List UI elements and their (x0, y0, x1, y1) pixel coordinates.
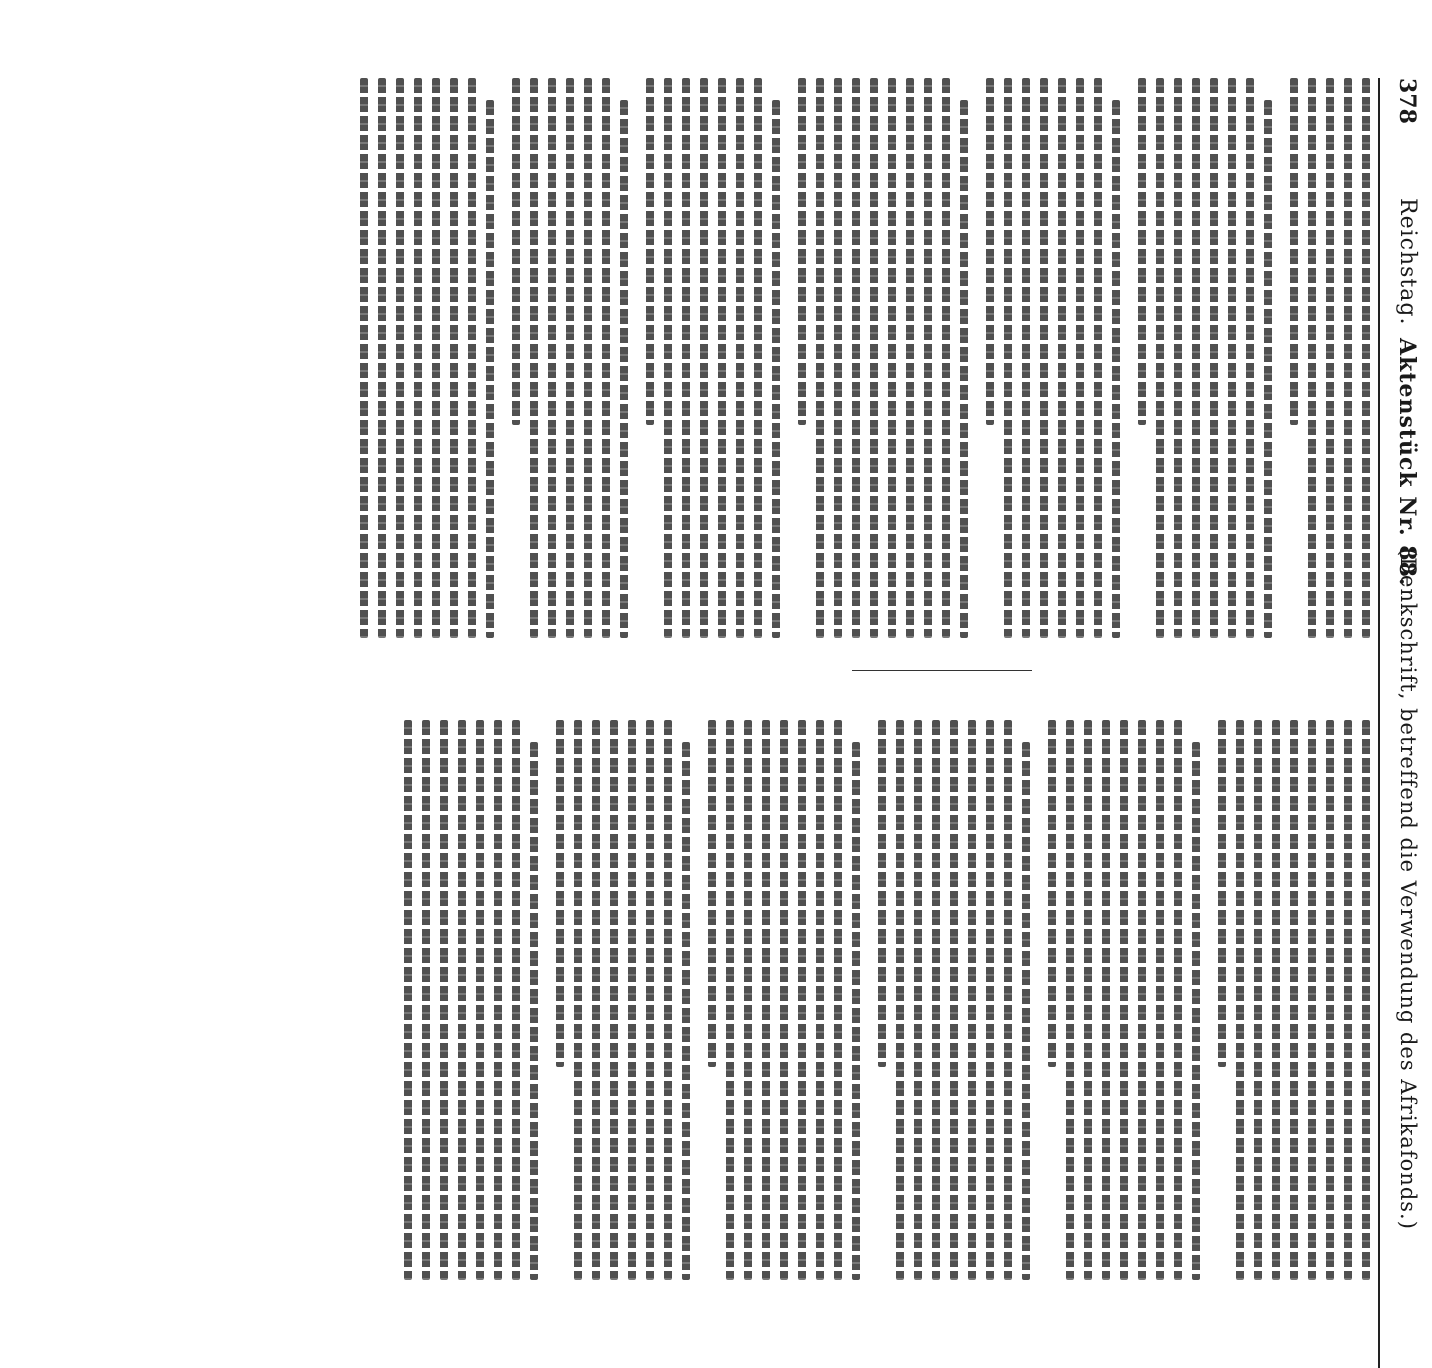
body-text-line (476, 720, 484, 1280)
body-text-line (1022, 742, 1030, 1280)
body-text-line (1022, 78, 1030, 638)
body-text-line (744, 720, 752, 1280)
body-text-line (762, 720, 770, 1280)
body-text-line (1058, 78, 1066, 638)
body-text-line (1084, 720, 1092, 1280)
body-text-line (682, 78, 690, 638)
body-text-line (1156, 78, 1164, 638)
body-text-line (942, 78, 950, 638)
body-text-line (1102, 720, 1110, 1280)
body-text-line (602, 78, 610, 638)
body-text-line (754, 78, 762, 638)
body-text-line (1210, 78, 1218, 638)
body-text-line (396, 78, 404, 638)
body-text-line (932, 720, 940, 1280)
body-text-line (924, 78, 932, 638)
body-text-line (736, 78, 744, 638)
body-text-line (1254, 720, 1262, 1280)
body-text-line (834, 78, 842, 638)
body-text-line (1290, 78, 1298, 425)
body-text-line (566, 78, 574, 638)
body-text-line (870, 78, 878, 638)
body-text-line (1308, 78, 1316, 638)
body-text-line (620, 100, 628, 638)
body-text-line (414, 78, 422, 638)
body-text-line (816, 720, 824, 1280)
body-text-line (1174, 720, 1182, 1280)
body-text-line (486, 100, 494, 638)
body-text-line (1138, 720, 1146, 1280)
body-text-line (816, 78, 824, 638)
body-text-line (1326, 78, 1334, 638)
body-text-line (574, 720, 582, 1280)
body-text-line (1362, 78, 1370, 638)
body-text-line (1048, 720, 1056, 1067)
body-text-line (914, 720, 922, 1280)
body-text-line (432, 78, 440, 638)
body-text-line (450, 78, 458, 638)
body-text-line (646, 78, 654, 425)
body-text-line (968, 720, 976, 1280)
body-text-line (986, 720, 994, 1280)
page-number: 378 (1394, 78, 1420, 124)
body-text-line (1326, 720, 1334, 1280)
body-text-line (440, 720, 448, 1280)
body-text-line (1138, 78, 1146, 425)
body-text-line (664, 78, 672, 638)
body-text-line (1004, 720, 1012, 1280)
body-text-line (896, 720, 904, 1280)
running-head (1380, 78, 1420, 1230)
body-text-line (1040, 78, 1048, 638)
running-head-subject: (Denkschrift, betreffend die Verwendung des Afrikafonds.) (1396, 548, 1420, 1230)
body-text-line (960, 100, 968, 638)
body-text-line (548, 78, 556, 638)
body-text-line (584, 78, 592, 638)
body-text-line (726, 720, 734, 1280)
running-head-document-number: Aktenstück Nr. 88. (1394, 338, 1420, 587)
body-text-line (1218, 720, 1226, 1067)
body-text-line (1246, 78, 1254, 638)
body-text-line (556, 720, 564, 1067)
body-text-line (1272, 720, 1280, 1280)
body-text-line (646, 720, 654, 1280)
body-text-line (772, 100, 780, 638)
column-divider (852, 670, 1032, 671)
body-text-line (718, 78, 726, 638)
body-text-line (1264, 100, 1272, 638)
body-text-line (798, 720, 806, 1280)
body-text-line (1094, 78, 1102, 638)
body-text-line (834, 720, 842, 1280)
body-text-line (1066, 720, 1074, 1280)
body-text-line (512, 720, 520, 1280)
body-text-line (1362, 720, 1370, 1280)
body-text-line (906, 78, 914, 638)
text-column-left (350, 78, 1370, 638)
body-text-line (1228, 78, 1236, 638)
body-text-line (610, 720, 618, 1280)
body-text-line (798, 78, 806, 425)
body-text-line (1290, 720, 1298, 1280)
body-text-line (700, 78, 708, 638)
body-text-line (664, 720, 672, 1280)
body-text-line (1004, 78, 1012, 638)
body-text-line (530, 742, 538, 1280)
body-text-line (852, 78, 860, 638)
body-text-line (1192, 742, 1200, 1280)
body-text-line (1112, 100, 1120, 638)
body-text-line (494, 720, 502, 1280)
body-text-line (1192, 78, 1200, 638)
body-text-line (1344, 78, 1352, 638)
body-text-line (458, 720, 466, 1280)
body-text-line (888, 78, 896, 638)
text-column-right (394, 720, 1370, 1280)
body-text-line (1236, 720, 1244, 1280)
body-text-line (950, 720, 958, 1280)
body-text-line (628, 720, 636, 1280)
body-text-line (378, 78, 386, 638)
body-text-line (1156, 720, 1164, 1280)
body-text-line (468, 78, 476, 638)
body-text-line (1308, 720, 1316, 1280)
body-text-line (592, 720, 600, 1280)
body-text-line (360, 78, 368, 638)
body-text-line (1344, 720, 1352, 1280)
body-text-line (422, 720, 430, 1280)
body-text-line (1174, 78, 1182, 638)
body-text-line (512, 78, 520, 425)
body-text-line (780, 720, 788, 1280)
header-rule (1378, 78, 1380, 1368)
running-head-reichstag: Reichstag. (1395, 198, 1420, 326)
body-text-line (530, 78, 538, 638)
body-text-line (852, 742, 860, 1280)
body-text-line (1076, 78, 1084, 638)
body-text-line (404, 720, 412, 1280)
body-text-line (878, 720, 886, 1067)
body-text-line (986, 78, 994, 425)
body-text-line (682, 742, 690, 1280)
body-text-line (1120, 720, 1128, 1280)
body-text-line (708, 720, 716, 1067)
